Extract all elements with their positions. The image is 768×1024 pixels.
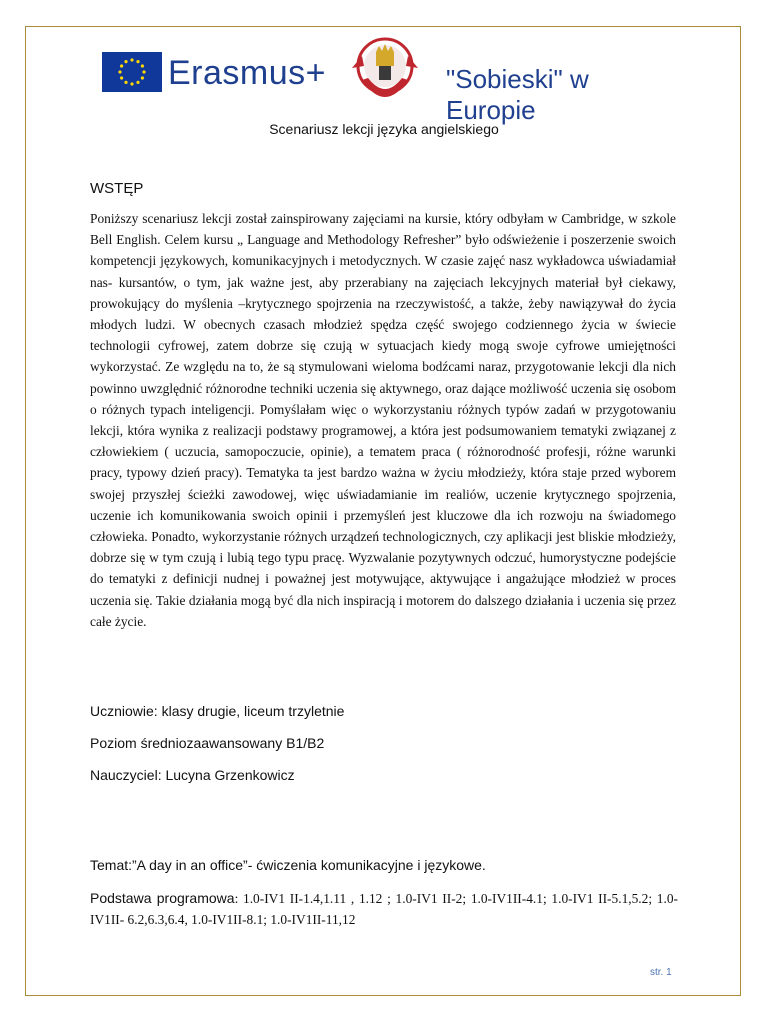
- document-title: Scenariusz lekcji języka angielskiego: [269, 121, 499, 137]
- teacher-line: Nauczyciel: Lucyna Grzenkowicz: [90, 767, 295, 783]
- curriculum-label: Podstawa programowa: [90, 890, 235, 906]
- curriculum-value: : 1.0-IV1 II-1.4,1.11 , 1.12 ; 1.0-IV1 II-2; 1.0-IV1II-4.1; 1.0-IV1 II-5.1,5.2; 1.0-IV1II- 6.2,6.3,6.4, 1.0-IV1II-8.1; 1.0-IV1II-11,12: [90, 891, 678, 928]
- erasmus-logo-text: Erasmus+: [168, 54, 326, 92]
- curriculum-basis: [90, 888, 678, 930]
- section-heading: WSTĘP: [90, 180, 144, 197]
- level-line: Poziom średniozaawansowany B1/B2: [90, 735, 325, 751]
- lesson-topic: Temat:”A day in an office”- ćwiczenia komunikacyjne i językowe.: [90, 857, 486, 873]
- header-logos: [102, 34, 682, 125]
- school-crest-icon: [342, 34, 428, 110]
- page-number: str. 1: [650, 967, 672, 978]
- eu-flag-icon: [102, 52, 162, 92]
- students-line: Uczniowie: klasy drugie, liceum trzyletnie: [90, 703, 345, 719]
- project-logo-text: "Sobieski" w Europie: [446, 64, 589, 125]
- intro-paragraph: Poniższy scenariusz lekcji został zainspirowany zajęciami na kursie, który odbyłam w Cambridge, w szkole Bell English. Celem kursu „ Language and Methodology Refresher” było odświeżenie i poszerzenie swoich kompetencji językowych, komunikacyjnych i metodycznych. W czasie zajęć nasz wykładowca uświadamiał nas- kursantów, o tym, jak ważne jest, aby przerabiany na zajęciach lekcyjnych materiał był ciekawy, prowokujący do myślenia –krytycznego spojrzenia na rzeczywistość, a także, żeby nawiązywał do życia młodych ludzi. W obecnych czasach młodzież spędza część swojego codziennego życia w świecie technologii cyfrowej, zatem dobrze się czują w sytuacjach kiedy mogą swoje cyfrowe umiejętności wykorzystać. Ze względu na to, że są stymulowani wieloma bodźcami naraz, przygotowanie lekcji dla nich powinno uwzględnić różnorodne techniki uczenia się aktywnego, oraz dające możliwość uczenia się osobom o różnych typach inteligencji. Pomyślałam więc o wykorzystaniu różnych typów zadań w przygotowaniu lekcji, która wynika z realizacji podstawy programowej, a która jest podsumowaniem tematyki związanej z człowiekiem ( uczucia, samopoczucie, opinie), a tematem praca ( różnorodność profesji, różne warunki pracy, typowy dzień pracy). Tematyka ta jest bardzo ważna w życiu młodzieży, która staje przed wyborem swojej przyszłej ścieżki zawodowej, więc uświadamianie im realiów, uczenie krytycznego spojrzenia, uczenie ich komunikowania swoich opinii i przemyśleń jest kluczowe dla ich rozwoju na świadomego człowieka. Ponadto, wykorzystanie różnych urządzeń technologicznych, czy aplikacji jest bliskie młodzieży, dobrze się w tym czują i lubią tego typu pracę. Wyzwalanie pozytywnych odczuć, humorystyczne podejście do tematyki z definicji nudnej i poważnej jest motywujące, aktywujące i angażujące młodzież w proces uczenia się. Takie działania mogą być dla nich inspiracją i motorem do dalszego działania i uczenia się przez całe życie.: [90, 211, 676, 629]
